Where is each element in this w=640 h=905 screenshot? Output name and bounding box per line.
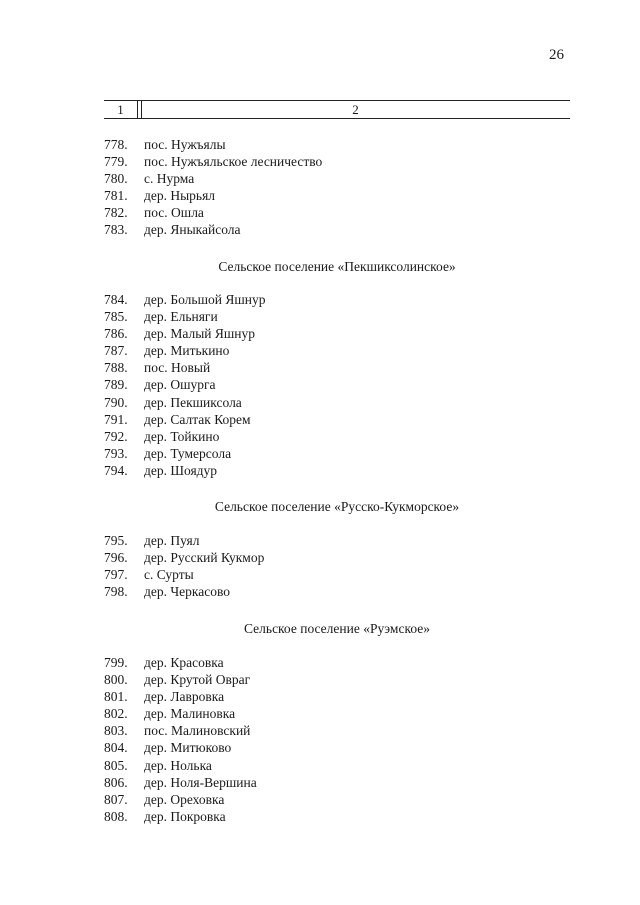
list-item bbox=[104, 774, 574, 791]
list-item bbox=[104, 549, 574, 566]
entry-number: 788. bbox=[104, 360, 128, 376]
entry-name: пос. Нужъяльское лесничество bbox=[144, 154, 323, 170]
column-header-2: 2 bbox=[352, 102, 359, 117]
entry-name: дер. Тойкино bbox=[144, 428, 220, 444]
list-item bbox=[104, 757, 574, 774]
entry-name: дер. Митькино bbox=[144, 343, 230, 359]
entry-name: дер. Митюково bbox=[144, 740, 232, 756]
entry-name: дер. Малиновка bbox=[144, 706, 236, 722]
entry-name: дер. Ельняги bbox=[144, 309, 218, 325]
entry-number: 786. bbox=[104, 326, 128, 342]
entry-number: 794. bbox=[104, 462, 128, 478]
list-item bbox=[104, 394, 574, 411]
entry-name: дер. Нырьял bbox=[144, 188, 216, 204]
list-item bbox=[104, 791, 574, 808]
entry-name: дер. Ошурга bbox=[144, 377, 216, 393]
entry-number: 780. bbox=[104, 171, 128, 187]
entry-number: 801. bbox=[104, 689, 128, 705]
entry-number: 782. bbox=[104, 205, 128, 221]
settlement-list bbox=[104, 291, 574, 479]
column-divider bbox=[137, 101, 138, 118]
list-item bbox=[104, 325, 574, 342]
list-item bbox=[104, 671, 574, 688]
list-item bbox=[104, 221, 574, 238]
list-item bbox=[104, 376, 574, 393]
list-item bbox=[104, 532, 574, 549]
entry-number: 779. bbox=[104, 154, 128, 170]
list-item bbox=[104, 739, 574, 756]
entry-name: дер. Ореховка bbox=[144, 791, 225, 807]
entry-number: 806. bbox=[104, 774, 128, 790]
list-item bbox=[104, 359, 574, 376]
list-item bbox=[104, 445, 574, 462]
entry-number: 797. bbox=[104, 567, 128, 583]
settlement-list bbox=[104, 654, 574, 825]
column-header bbox=[104, 100, 570, 119]
entry-name: дер. Шоядур bbox=[144, 462, 218, 478]
list-item bbox=[104, 428, 574, 445]
entry-number: 778. bbox=[104, 137, 128, 152]
section-heading: Сельское поселение «Пекшиксолинское» bbox=[218, 259, 456, 274]
section-heading: Сельское поселение «Русско-Кукморское» bbox=[214, 499, 460, 514]
entry-name: с. Сурты bbox=[144, 567, 194, 583]
entry-number: 805. bbox=[104, 757, 128, 773]
entry-number: 808. bbox=[104, 808, 128, 824]
entry-name: дер. Нолька bbox=[144, 757, 212, 773]
list-item bbox=[104, 688, 574, 705]
list-item bbox=[104, 705, 574, 722]
entry-number: 792. bbox=[104, 428, 128, 444]
list-item bbox=[104, 342, 574, 359]
section-heading: Сельское поселение «Руэмское» bbox=[244, 621, 430, 636]
list-item bbox=[104, 654, 574, 671]
entry-name: дер. Пекшиксола bbox=[144, 394, 242, 410]
entry-name: дер. Малый Яшнур bbox=[144, 326, 256, 342]
entry-name: дер. Красовка bbox=[144, 655, 224, 670]
list-item bbox=[104, 153, 574, 170]
list-item bbox=[104, 462, 574, 479]
entry-number: 790. bbox=[104, 394, 128, 410]
entry-number: 785. bbox=[104, 309, 128, 325]
entry-name: дер. Покровка bbox=[144, 808, 226, 824]
entry-number: 781. bbox=[104, 188, 128, 204]
entry-number: 791. bbox=[104, 411, 128, 427]
entry-name: пос. Ошла bbox=[144, 205, 204, 221]
entry-name: дер. Русский Кукмор bbox=[144, 550, 265, 566]
entry-name: пос. Новый bbox=[144, 360, 211, 376]
list-item bbox=[104, 566, 574, 583]
entry-number: 796. bbox=[104, 550, 128, 566]
entry-name: дер. Большой Яшнур bbox=[144, 292, 266, 307]
entry-number: 802. bbox=[104, 706, 128, 722]
entry-name: дер. Яныкайсола bbox=[144, 222, 241, 238]
settlement-list bbox=[104, 532, 574, 600]
list-item bbox=[104, 583, 574, 600]
entry-name: пос. Нужъялы bbox=[144, 137, 226, 152]
entry-number: 800. bbox=[104, 672, 128, 688]
list-item bbox=[104, 308, 574, 325]
entry-name: дер. Лавровка bbox=[144, 689, 225, 705]
entry-number: 795. bbox=[104, 533, 128, 548]
list-item bbox=[104, 291, 574, 308]
entry-name: дер. Салтак Корем bbox=[144, 411, 251, 427]
list-item bbox=[104, 204, 574, 221]
entry-number: 787. bbox=[104, 343, 128, 359]
entry-number: 784. bbox=[104, 292, 128, 307]
entry-number: 803. bbox=[104, 723, 128, 739]
column-header-1: 1 bbox=[117, 102, 124, 117]
entry-number: 793. bbox=[104, 445, 128, 461]
list-item bbox=[104, 722, 574, 739]
entry-name: пос. Малиновский bbox=[144, 723, 251, 739]
entry-name: дер. Ноля-Вершина bbox=[144, 774, 257, 790]
entry-number: 807. bbox=[104, 791, 128, 807]
settlement-list bbox=[104, 136, 574, 239]
entry-number: 799. bbox=[104, 655, 128, 670]
list-item bbox=[104, 808, 574, 825]
entry-number: 789. bbox=[104, 377, 128, 393]
entry-number: 804. bbox=[104, 740, 128, 756]
entry-number: 783. bbox=[104, 222, 128, 238]
entry-name: дер. Черкасово bbox=[144, 584, 230, 600]
entry-name: дер. Крутой Овраг bbox=[144, 672, 251, 688]
entry-name: дер. Тумерсола bbox=[144, 445, 232, 461]
list-item bbox=[104, 411, 574, 428]
page-number: 26 bbox=[549, 47, 564, 63]
entry-number: 798. bbox=[104, 584, 128, 600]
list-item bbox=[104, 170, 574, 187]
list-item bbox=[104, 187, 574, 204]
entry-name: дер. Пуял bbox=[144, 533, 200, 548]
list-item bbox=[104, 136, 574, 153]
entry-name: с. Нурма bbox=[144, 171, 195, 187]
